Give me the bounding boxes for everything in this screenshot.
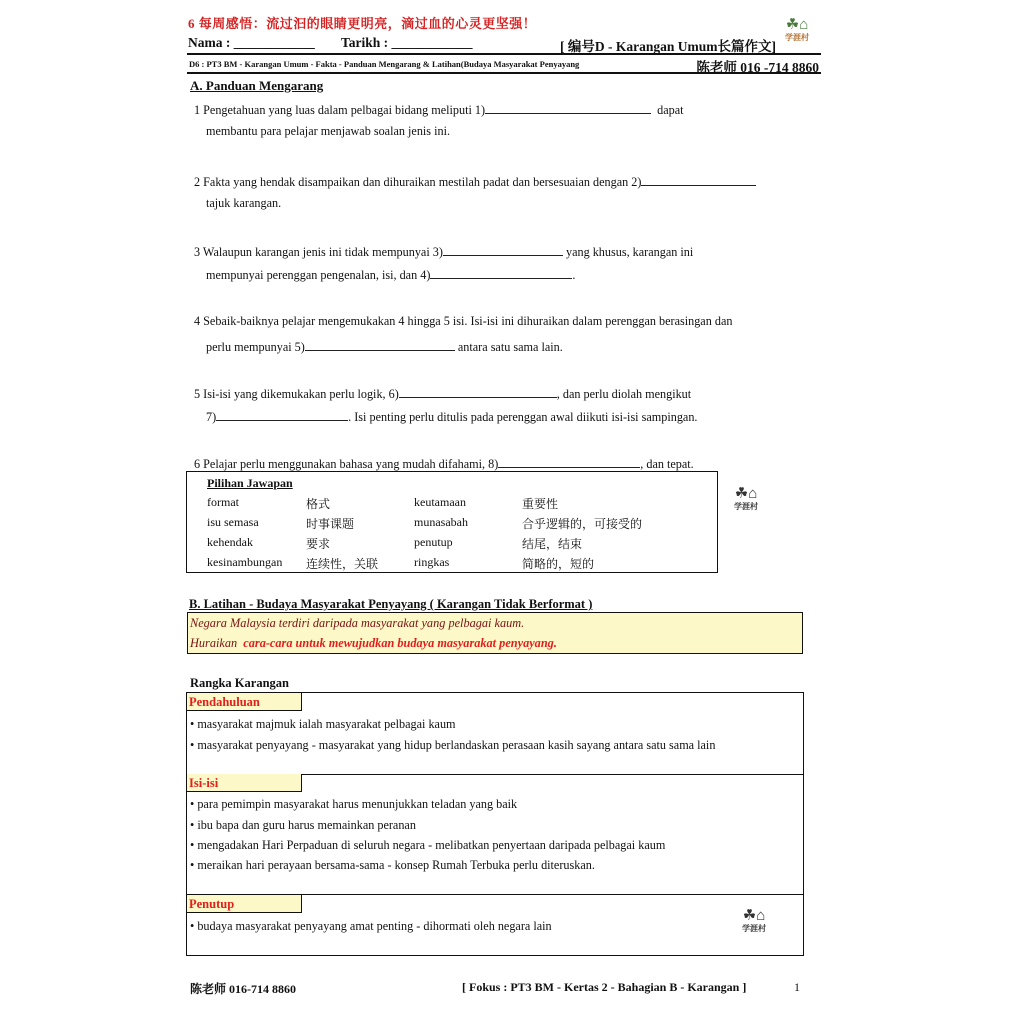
- blank-3[interactable]: [443, 243, 563, 256]
- school-logo-bottom: [729, 899, 779, 941]
- palm-house-icon: ☘⌂: [742, 907, 766, 924]
- question-2-line-1: 2 Fakta yang hendak disampaikan dan dihuraikan mestilah padat dan bersesuaian dengan 2): [194, 173, 756, 190]
- choice-meaning: 结尾，结束: [522, 537, 583, 551]
- question-1-line-2: membantu para pelajar menjawab soalan jenis ini.: [206, 124, 450, 138]
- question-4-line-1: 4 Sebaik-baiknya pelajar mengemukakan 4 hingga 5 isi. Isi-isi ini dihuraikan dalam perenggan berasingan dan: [194, 314, 733, 328]
- question-5-line-1: 5 Isi-isi yang dikemukakan perlu logik, 6) , dan perlu diolah mengikut: [194, 387, 692, 401]
- choice-meaning: 时事课题: [306, 517, 355, 531]
- choice-term: munasabah: [414, 515, 468, 529]
- page-number: 1: [794, 980, 800, 994]
- blank-2[interactable]: [641, 173, 756, 186]
- blank-1[interactable]: [485, 101, 651, 114]
- question-line-1: Negara Malaysia terdiri daripada masyarakat yang pelbagai kaum.: [190, 616, 525, 630]
- list-item: • masyarakat majmuk ialah masyarakat pelbagai kaum: [190, 717, 456, 731]
- choice-meaning: 要求: [306, 537, 331, 551]
- school-logo-mid: [722, 478, 770, 518]
- list-item: • ibu bapa dan guru harus memainkan peranan: [190, 818, 416, 832]
- choice-meaning: 连续性，关联: [306, 557, 379, 571]
- choice-term: kesinambungan: [207, 555, 283, 569]
- footer-teacher: 陈老师 016-714 8860: [190, 982, 296, 996]
- motto-text: 6 每周感悟：流过汩的眼睛更明亮，滴过血的心灵更坚强！: [188, 16, 537, 31]
- section-a-title: A. Panduan Mengarang: [190, 78, 324, 93]
- question-line-2: Huraikan cara-cara untuk mewujudkan budaya masyarakat penyayang.: [190, 636, 557, 650]
- question-3-line-1: 3 Walaupun karangan jenis ini tidak mempunyai 3) yang khusus, karangan ini: [194, 245, 694, 259]
- list-item: • masyarakat penyayang - masyarakat yang hidup berlandaskan perasaan kasih sayang antara satu sama lain: [190, 738, 716, 752]
- question-box: [187, 612, 803, 654]
- choice-term: keutamaan: [414, 495, 466, 509]
- choice-meaning: 合乎逻辑的，可接受的: [522, 517, 643, 531]
- choice-term: format: [207, 495, 239, 509]
- worksheet-code: [ 编号D - Karangan Umum长篇作文]: [560, 39, 776, 54]
- sub-header: [187, 57, 821, 75]
- choice-meaning: 简略的，短的: [522, 557, 595, 571]
- sub-title: D6 : PT3 BM - Karangan Umum - Fakta - Panduan Mengarang & Latihan(Budaya Masyarakat Penyayang: [189, 59, 580, 69]
- school-logo-top: [772, 12, 822, 46]
- choice-term: ringkas: [414, 555, 450, 569]
- isi-box: [186, 773, 804, 895]
- question-3-line-2: mempunyai perenggan pengenalan, isi, dan 4) .: [206, 268, 576, 282]
- section-b-title: B. Latihan - Budaya Masyarakat Penyayang ( Karangan Tidak Berformat ): [189, 597, 593, 611]
- penutup-box: [186, 894, 804, 956]
- question-1-line-1: 1 Pengetahuan yang luas dalam pelbagai bidang meliputi 1) dapat: [194, 103, 684, 117]
- palm-house-icon: ☘⌂: [734, 485, 758, 502]
- pendahuluan-label: Pendahuluan: [187, 693, 302, 711]
- footer-focus: [ Fokus : PT3 BM - Kertas 2 - Bahagian B - Karangan ]: [462, 980, 747, 994]
- choice-meaning: 格式: [306, 497, 331, 511]
- penutup-label: Penutup: [187, 895, 302, 913]
- rangka-title: Rangka Karangan: [190, 676, 289, 690]
- question-5-line-2: 7) . Isi penting perlu ditulis pada perenggan awal diikuti isi-isi sampingan.: [206, 410, 698, 424]
- blank-6[interactable]: [399, 385, 557, 398]
- isi-label: Isi-isi: [187, 774, 302, 792]
- question-2-line-2: tajuk karangan.: [206, 196, 282, 210]
- header-rule-top: [187, 53, 821, 55]
- blank-5[interactable]: [305, 338, 455, 351]
- logo-text: 学涯村: [734, 501, 758, 511]
- choice-term: penutup: [414, 535, 453, 549]
- teacher-phone: 陈老师 016 -714 8860: [696, 60, 819, 75]
- list-item: • budaya masyarakat penyayang amat penting - dihormati oleh negara lain: [190, 919, 552, 933]
- list-item: • meraikan hari perayaan bersama-sama - konsep Rumah Terbuka perlu diteruskan.: [190, 858, 595, 872]
- logo-text: 学涯村: [742, 923, 766, 933]
- palm-house-icon: ☘⌂: [785, 16, 809, 33]
- blank-8[interactable]: [498, 455, 640, 468]
- logo-text: 学涯村: [785, 32, 809, 42]
- list-item: • mengadakan Hari Perpaduan di seluruh negara - melibatkan penyertaan daripada pelbagai kaum: [190, 838, 666, 852]
- choice-term: kehendak: [207, 535, 253, 549]
- header-rule-bottom: [187, 72, 821, 74]
- question-6-line-1: 6 Pelajar perlu menggunakan bahasa yang mudah difahami, 8) , dan tepat.: [194, 457, 694, 471]
- blank-4[interactable]: [430, 266, 572, 279]
- question-4-line-2: perlu mempunyai 5) antara satu sama lain.: [206, 340, 563, 354]
- blank-7[interactable]: [216, 408, 348, 421]
- list-item: • para pemimpin masyarakat harus menunjukkan teladan yang baik: [190, 797, 518, 811]
- pendahuluan-box: [186, 692, 804, 775]
- tarikh-label: Tarikh : ____________: [341, 35, 473, 50]
- header-row: [188, 35, 776, 53]
- answer-choices-title: Pilihan Jawapan: [207, 476, 293, 490]
- answer-choices-box: [186, 471, 718, 573]
- nama-label: Nama : ____________: [188, 35, 315, 50]
- choice-meaning: 重要性: [522, 497, 559, 511]
- choice-term: isu semasa: [207, 515, 259, 529]
